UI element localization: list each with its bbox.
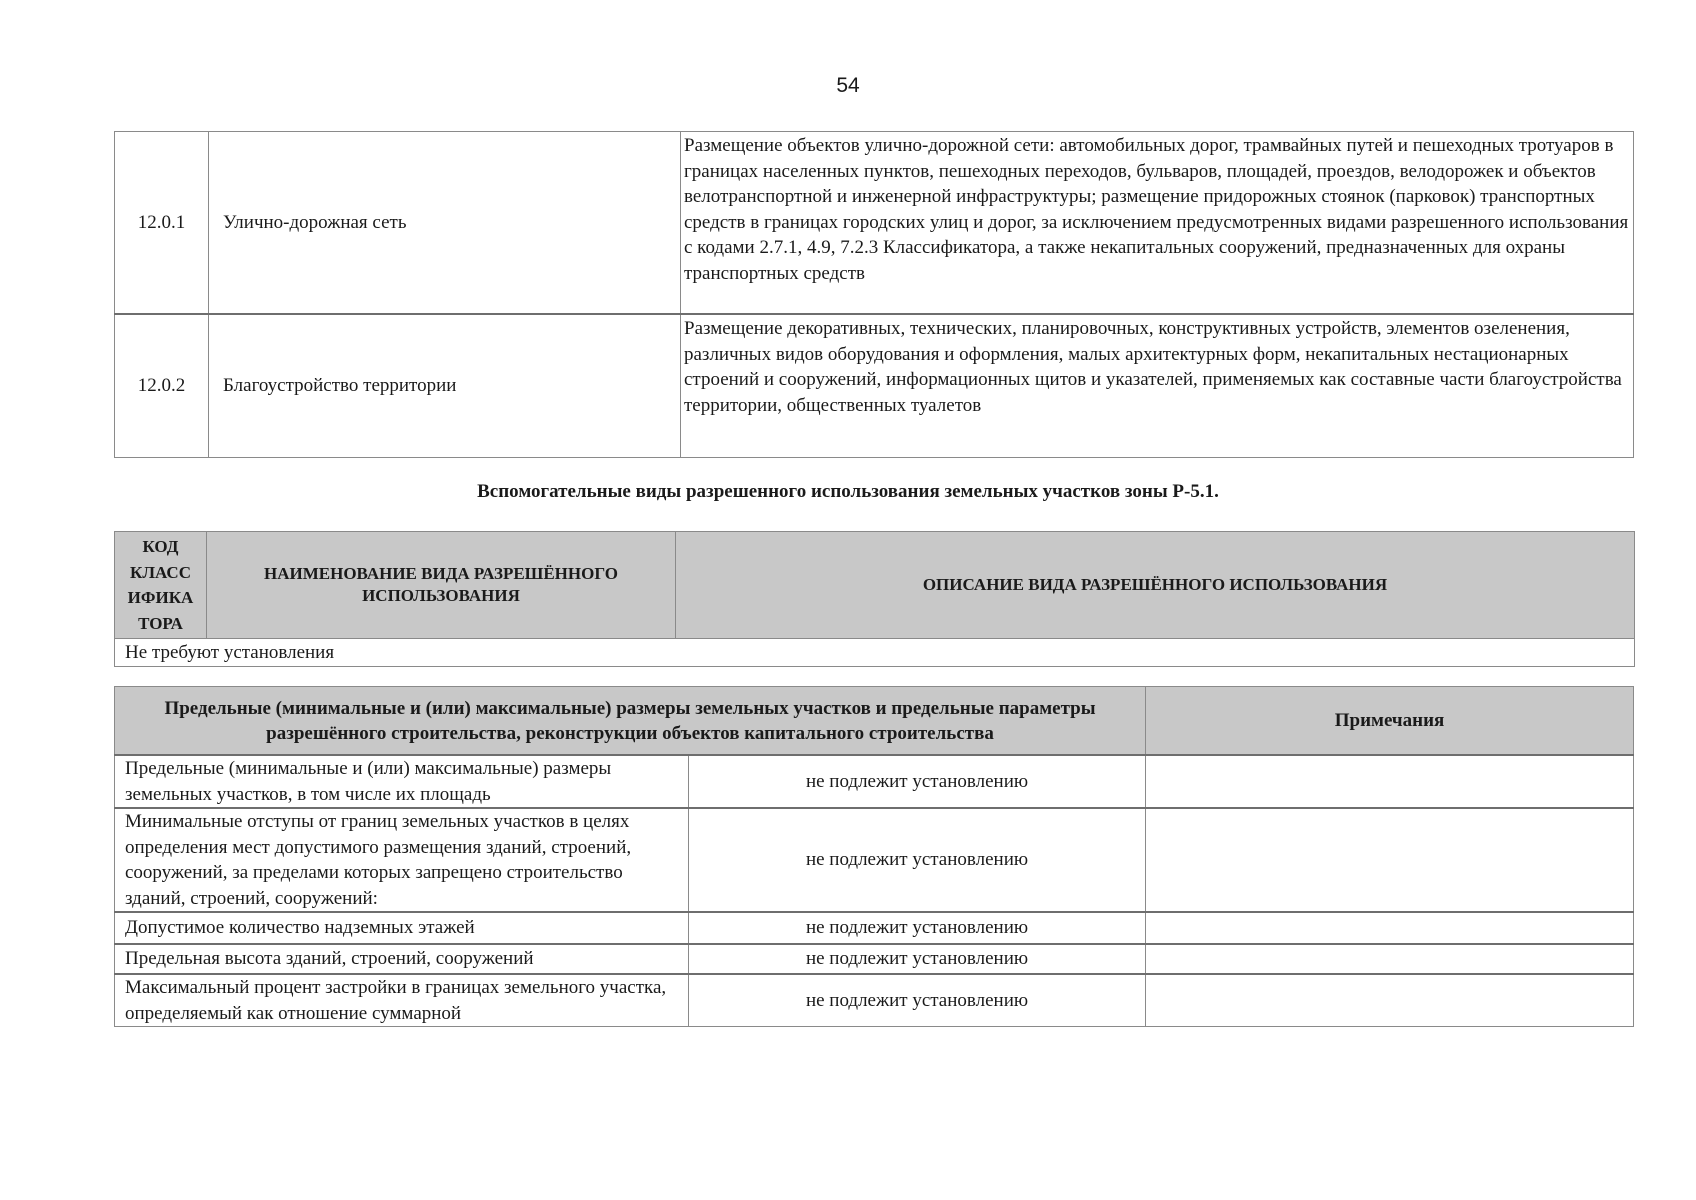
table-row	[115, 132, 1634, 315]
section-title: Вспомогательные виды разрешенного использования земельных участков зоны Р-5.1.	[477, 481, 1219, 502]
table-row	[115, 314, 1634, 458]
parameter-note	[1146, 808, 1634, 912]
parameter-name: Минимальные отступы от границ земельных участков в целях определения мест допустимого размещения зданий, строений, сооружений, за пределами которых запрещено строительство зданий, строений, сооружений:	[115, 808, 689, 912]
parameter-name: Допустимое количество надземных этажей	[115, 912, 689, 944]
parameter-value: не подлежит установлению	[689, 808, 1146, 912]
table-row	[115, 912, 1634, 944]
use-description: Размещение объектов улично-дорожной сети: автомобильных дорог, трамвайных путей и пешеходных тротуаров в границах населенных пунктов, пешеходных переходов, бульваров, площадей, проездов, велодорожек и объектов велотранспортной и инженерной инфраструктуры; размещение придорожных стоянок (парковок) транспортных средств в границах городских улиц и дорог, за исключением предусмотренных видами разрешенного использования с кодами 2.7.1, 4.9, 7.2.3 Классификатора, а также некапитальных сооружений, предназначенных для охраны транспортных средств	[681, 132, 1634, 315]
parameter-name: Предельные (минимальные и (или) максимальные) размеры земельных участков, в том числе их площадь	[115, 755, 689, 808]
use-description: Размещение декоративных, технических, планировочных, конструктивных устройств, элементов озеленения, различных видов оборудования и оформления, малых архитектурных форм, некапитальных нестационарных строений и сооружений, информационных щитов и указателей, применяемых как составные части благоустройства территории, общественных туалетов	[681, 314, 1634, 458]
table-row	[115, 755, 1634, 808]
parameter-note	[1146, 944, 1634, 974]
parameter-value: не подлежит установлению	[689, 944, 1146, 974]
auxiliary-uses-table	[114, 531, 1635, 667]
use-name: Благоустройство территории	[209, 314, 681, 458]
use-name: Улично-дорожная сеть	[209, 132, 681, 315]
not-required-note: Не требуют установления	[115, 639, 1635, 667]
column-header-name: НАИМЕНОВАНИЕ ВИДА РАЗРЕШЁННОГО ИСПОЛЬЗОВАНИЯ	[207, 532, 676, 639]
parameters-table	[114, 686, 1634, 1027]
permitted-uses-table	[114, 131, 1634, 458]
table-header-row	[115, 687, 1634, 756]
column-header-parameters: Предельные (минимальные и (или) максимальные) размеры земельных участков и предельные параметры разрешённого строительства, реконструкции объектов капитального строительства	[115, 687, 1146, 756]
parameter-name: Предельная высота зданий, строений, сооружений	[115, 944, 689, 974]
parameter-note	[1146, 912, 1634, 944]
column-header-notes: Примечания	[1146, 687, 1634, 756]
parameter-value: не подлежит установлению	[689, 755, 1146, 808]
table-header-row	[115, 532, 1635, 639]
column-header-code: КОД КЛАСС ИФИКА ТОРА	[115, 532, 207, 639]
use-code: 12.0.1	[115, 132, 209, 315]
page-number: 54	[836, 74, 860, 97]
table-row	[115, 639, 1635, 667]
parameter-note	[1146, 974, 1634, 1027]
column-header-description: ОПИСАНИЕ ВИДА РАЗРЕШЁННОГО ИСПОЛЬЗОВАНИЯ	[676, 532, 1635, 639]
parameter-value: не подлежит установлению	[689, 912, 1146, 944]
use-code: 12.0.2	[115, 314, 209, 458]
parameter-value: не подлежит установлению	[689, 974, 1146, 1027]
parameter-name: Максимальный процент застройки в границах земельного участка, определяемый как отношение суммарной	[115, 974, 689, 1027]
table-row	[115, 974, 1634, 1027]
parameter-note	[1146, 755, 1634, 808]
table-row	[115, 944, 1634, 974]
table-row	[115, 808, 1634, 912]
